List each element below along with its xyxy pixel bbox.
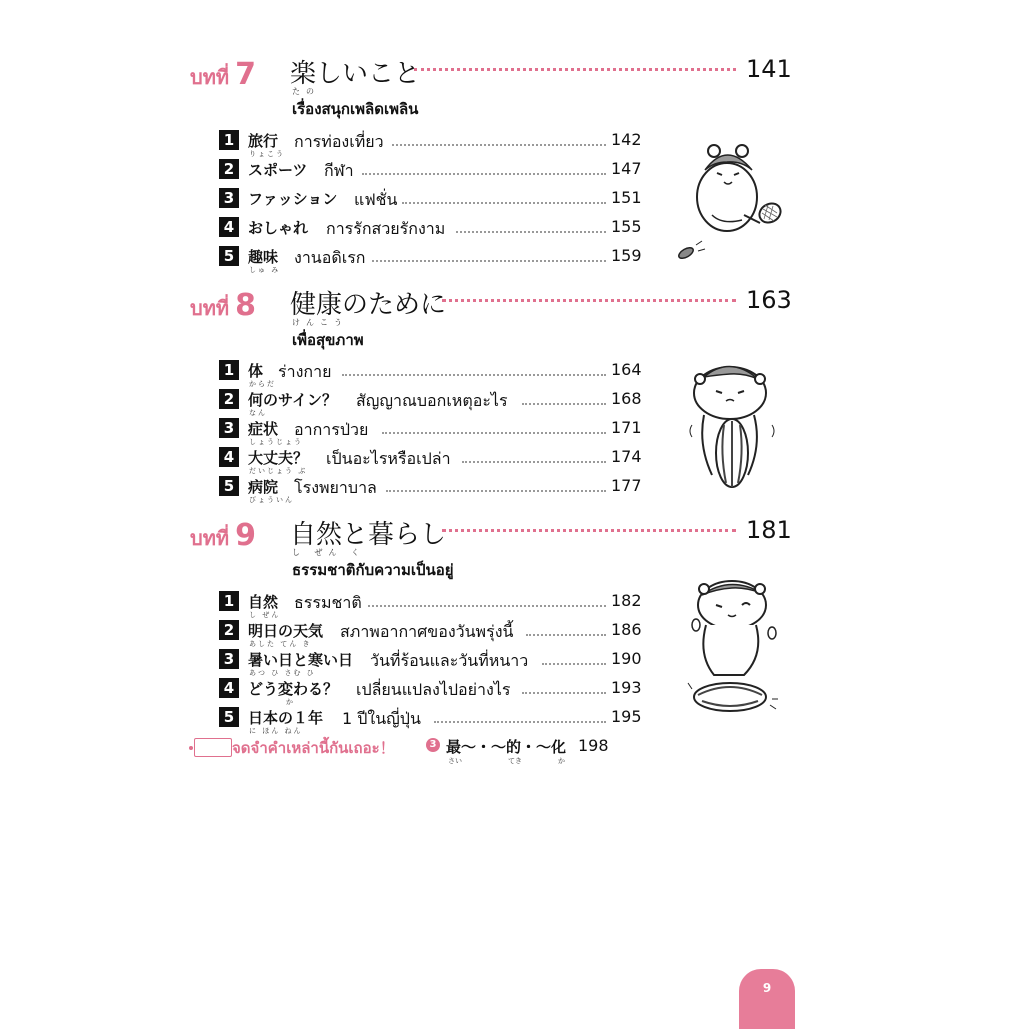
lesson-number: 1 bbox=[219, 130, 239, 150]
lesson-title-jp: 症状 bbox=[248, 420, 279, 438]
leader-dots bbox=[522, 692, 606, 694]
lesson-title-th: แฟชั่น bbox=[354, 190, 398, 209]
lesson-page: 159 bbox=[611, 246, 642, 265]
lesson-number: 1 bbox=[219, 591, 239, 611]
lesson-ruby: なん bbox=[249, 409, 267, 417]
lesson-number: 3 bbox=[219, 188, 239, 208]
review-ruby: さい bbox=[448, 757, 462, 765]
leader-dots bbox=[526, 634, 606, 636]
lesson-page: 151 bbox=[611, 188, 642, 207]
lesson-ruby: しょうじょう bbox=[249, 438, 303, 446]
lesson-title-jp: ファッション bbox=[248, 190, 338, 208]
lesson-title-th: ธรรมชาติ bbox=[294, 593, 362, 612]
lesson-page: 142 bbox=[611, 130, 642, 149]
lesson-ruby: あした てん き bbox=[249, 640, 312, 648]
chapter-word: บทที่ bbox=[190, 65, 230, 89]
lesson-page: 190 bbox=[611, 649, 642, 668]
lesson-title-th: อาการป่วย bbox=[294, 420, 369, 439]
lesson-page: 186 bbox=[611, 620, 642, 639]
lesson-title-jp: 暑い日と寒い日 bbox=[248, 651, 354, 669]
chapter-page[interactable]: 163 bbox=[746, 286, 792, 314]
lesson-title-th: การท่องเที่ยว bbox=[294, 132, 384, 151]
leader-dots bbox=[368, 605, 606, 607]
chapter-number: 7 bbox=[235, 57, 256, 92]
lesson-ruby: だいじょう ぶ bbox=[249, 467, 308, 475]
page-number-tab bbox=[739, 969, 795, 1029]
lesson-title-th: วันที่ร้อนและวันที่หนาว bbox=[370, 651, 529, 670]
lesson-number: 4 bbox=[219, 447, 239, 467]
lesson-ruby: か bbox=[286, 698, 295, 706]
lesson-title-jp: 日本の１年 bbox=[248, 709, 324, 727]
lesson-ruby: し ぜん bbox=[249, 611, 281, 619]
lesson-page: 177 bbox=[611, 476, 642, 495]
lesson-title-th: กีฬา bbox=[324, 161, 354, 180]
review-text: จดจำคำเหล่านี้กันเถอะ！ bbox=[232, 739, 395, 757]
lesson-title-jp: スポーツ bbox=[248, 161, 308, 179]
lesson-number: 3 bbox=[219, 649, 239, 669]
lesson-number: 3 bbox=[219, 418, 239, 438]
lesson-title-jp: どう変わる？ bbox=[248, 680, 339, 698]
chapter-label bbox=[190, 518, 256, 554]
tab-icon bbox=[194, 738, 232, 757]
leader-dots bbox=[362, 173, 606, 175]
review-ruby: か bbox=[558, 757, 565, 765]
leader-dots bbox=[434, 721, 606, 723]
chapter-number: 8 bbox=[235, 288, 256, 323]
hamster-racket-icon bbox=[672, 135, 792, 265]
leader-dots bbox=[386, 490, 606, 492]
lesson-ruby: りょこう bbox=[249, 150, 285, 158]
lesson-title-th: เปลี่ยนแปลงไปอย่างไร bbox=[356, 680, 511, 699]
chapter-subtitle: เพื่อสุขภาพ bbox=[292, 331, 364, 349]
leader-dots bbox=[392, 144, 606, 146]
lesson-title-th: โรงพยาบาล bbox=[294, 478, 377, 497]
lesson-title-th: งานอดิเรก bbox=[294, 248, 366, 267]
chapter-word: บทที่ bbox=[190, 296, 230, 320]
lesson-page: 147 bbox=[611, 159, 642, 178]
leader-dots bbox=[372, 260, 606, 262]
chapter-word: บทที่ bbox=[190, 526, 230, 550]
lesson-number: 2 bbox=[219, 389, 239, 409]
review-ruby: てき bbox=[508, 757, 522, 765]
lesson-title-jp: 旅行 bbox=[248, 132, 279, 150]
lesson-title-jp: 体 bbox=[248, 362, 264, 380]
lesson-page: 193 bbox=[611, 678, 642, 697]
lesson-title-jp: 大丈夫？ bbox=[248, 449, 309, 467]
lesson-page: 168 bbox=[611, 389, 642, 408]
leader-dots bbox=[342, 374, 606, 376]
lesson-number: 2 bbox=[219, 620, 239, 640]
leader-dots bbox=[462, 461, 606, 463]
lesson-number: 2 bbox=[219, 159, 239, 179]
lesson-number: 5 bbox=[219, 476, 239, 496]
lesson-page: 182 bbox=[611, 591, 642, 610]
lesson-title-jp: 病院 bbox=[248, 478, 279, 496]
chapter-title: 健康のために bbox=[290, 290, 447, 320]
review-page: 198 bbox=[578, 736, 609, 755]
chapter-number: 9 bbox=[235, 518, 256, 553]
lesson-page: 174 bbox=[611, 447, 642, 466]
lesson-number: 4 bbox=[219, 678, 239, 698]
lesson-ruby: あつ ひ さむ ひ bbox=[249, 669, 316, 677]
chapter-page[interactable]: 141 bbox=[746, 55, 792, 83]
leader-dots bbox=[414, 68, 736, 71]
chapter-title-ruby: たの bbox=[292, 87, 320, 96]
review-title-jp: 最～・～的・～化 bbox=[446, 738, 567, 756]
lesson-title-jp: 何のサイン？ bbox=[248, 391, 337, 409]
lesson-ruby: に ほん ねん bbox=[249, 727, 303, 735]
hamster-sunflower-seed-icon bbox=[682, 355, 792, 495]
lesson-page: 155 bbox=[611, 217, 642, 236]
lesson-title-th: เป็นอะไรหรือเปล่า bbox=[326, 449, 451, 468]
lesson-title-th: 1 ปีในญี่ปุ่น bbox=[342, 709, 421, 728]
leader-dots bbox=[402, 202, 606, 204]
review-line[interactable] bbox=[190, 736, 750, 765]
lesson-title-th: สภาพอากาศของวันพรุ่งนี้ bbox=[340, 622, 514, 641]
lesson-page: 195 bbox=[611, 707, 642, 726]
lesson-title-th: การรักสวยรักงาม bbox=[326, 219, 446, 238]
chapter-subtitle: ธรรมชาติกับความเป็นอยู่ bbox=[292, 561, 454, 579]
lesson-number: 5 bbox=[219, 707, 239, 727]
lesson-title-jp: 明日の天気 bbox=[248, 622, 324, 640]
lesson-title-th: ร่างกาย bbox=[278, 362, 332, 381]
lesson-title-jp: 自然 bbox=[248, 593, 279, 611]
lesson-number: 1 bbox=[219, 360, 239, 380]
chapter-title-ruby: けんこう bbox=[292, 318, 348, 327]
lesson-title-th: สัญญาณบอกเหตุอะไร bbox=[356, 391, 508, 410]
lesson-page: 171 bbox=[611, 418, 642, 437]
chapter-subtitle: เรื่องสนุกเพลิดเพลิน bbox=[292, 100, 419, 118]
leader-dots bbox=[542, 663, 606, 665]
chapter-title: 自然と暮らし bbox=[290, 520, 447, 550]
lesson-number: 5 bbox=[219, 246, 239, 266]
lesson-page: 164 bbox=[611, 360, 642, 379]
chapter-title-ruby: し ぜん く bbox=[292, 548, 366, 557]
hamster-balancing-seed-icon bbox=[684, 575, 784, 720]
leader-dots bbox=[442, 299, 736, 302]
leader-dots bbox=[522, 403, 606, 405]
chapter-page[interactable]: 181 bbox=[746, 516, 792, 544]
leader-dots bbox=[382, 432, 606, 434]
leader-dots bbox=[456, 231, 606, 233]
chapter-label bbox=[190, 57, 256, 93]
page-number: 9 bbox=[762, 981, 772, 995]
lesson-ruby: しゅ み bbox=[249, 266, 281, 274]
lesson-ruby: からだ bbox=[249, 380, 276, 388]
lesson-title-jp: おしゃれ bbox=[248, 219, 309, 237]
lesson-ruby: びょういん bbox=[249, 496, 294, 504]
leader-dots bbox=[442, 529, 736, 532]
chapter-title: 楽しいこと bbox=[290, 59, 421, 89]
lesson-number: 4 bbox=[219, 217, 239, 237]
lesson-title-jp: 趣味 bbox=[248, 248, 279, 266]
chapter-label bbox=[190, 288, 256, 324]
review-number: 3 bbox=[426, 738, 440, 752]
